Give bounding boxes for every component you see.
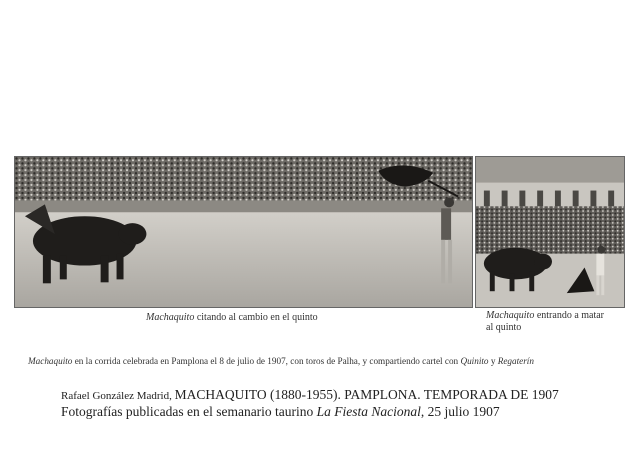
caption-text-line2: al quinto — [486, 322, 522, 333]
credit-line2-prefix: Fotografías publicadas en el semanario taurino — [61, 404, 317, 419]
bullfight-photo-left — [15, 157, 472, 307]
credit-line-2 — [61, 404, 500, 420]
photo-right-entrando — [475, 156, 625, 308]
main-caption-connector: y — [488, 356, 498, 366]
credit-title: MACHAQUITO (1880-1955). PAMPLONA. TEMPORADA DE 1907 — [174, 387, 559, 402]
arena-roof — [476, 157, 624, 183]
caption-name: Machaquito — [146, 312, 195, 323]
credit-line2-suffix: , 25 julio 1907 — [420, 404, 500, 419]
main-caption — [28, 355, 534, 367]
main-caption-text: en la corrida celebrada en Pamplona el 8 de julio de 1907, con toros de Palha, y compartiendo cartel con — [72, 356, 461, 366]
caption-right-photo — [486, 310, 626, 334]
credit-author: Rafael González Madrid, — [61, 390, 175, 402]
photo-left-citando — [14, 156, 473, 308]
caption-left-photo — [146, 312, 318, 324]
caption-text-line1: entrando a matar — [534, 310, 605, 321]
arena-arches — [476, 183, 624, 207]
credit-line-1 — [61, 387, 559, 404]
main-caption-name3: Regaterín — [497, 356, 534, 366]
credit-publication: La Fiesta Nacional — [316, 404, 421, 419]
main-caption-name2: Quinito — [460, 356, 489, 366]
bullfight-photo-right — [476, 157, 624, 307]
main-caption-name: Machaquito — [28, 356, 73, 366]
barrier-wall — [15, 200, 472, 214]
caption-name: Machaquito — [486, 310, 535, 321]
caption-text: citando al cambio en el quinto — [194, 312, 318, 323]
